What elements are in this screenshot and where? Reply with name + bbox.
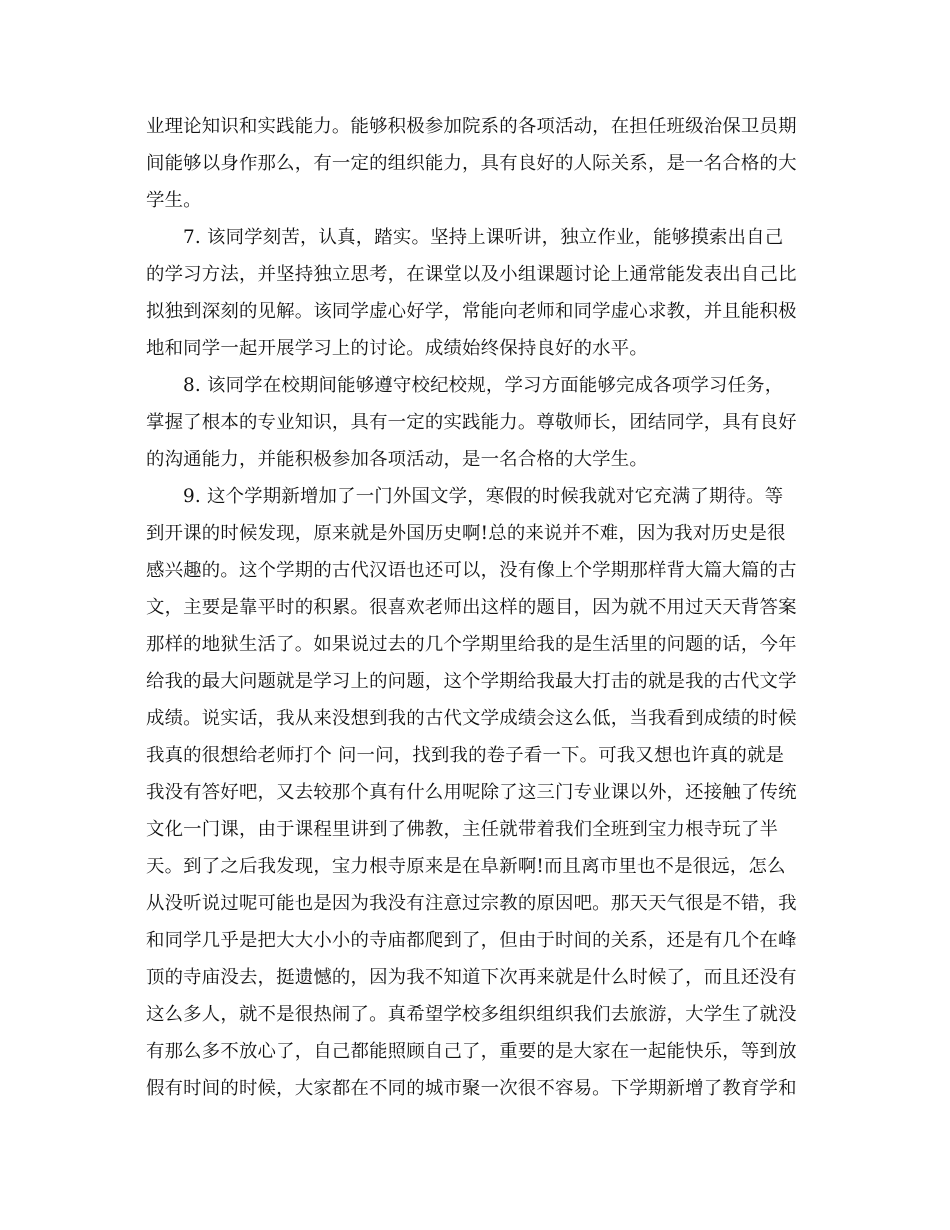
text-line: 地和同学一起开展学习上的讨论。成绩始终保持良好的水平。 bbox=[146, 338, 648, 359]
text-line: 我真的很想给老师打个 问一问，找到我的卷子看一下。可我又想也许真的就是 bbox=[146, 745, 785, 766]
text-line: 掌握了根本的专业知识，具有一定的实践能力。尊敬师长，团结同学，具有良好 bbox=[146, 412, 797, 433]
text-line: 顶的寺庙没去，挺遗憾的，因为我不知道下次再来就是什么时候了，而且还没有 bbox=[146, 967, 797, 988]
text-line: 那样的地狱生活了。如果说过去的几个学期里给我的是生活里的问题的话，今年 bbox=[146, 634, 797, 655]
text-line: 文化一门课，由于课程里讲到了佛教，主任就带着我们全班到宝力根寺玩了半 bbox=[146, 819, 779, 840]
text-line: 我没有答好吧，又去较那个真有什么用呢除了这三门专业课以外，还接触了传统 bbox=[146, 782, 797, 803]
text-line: 假有时间的时候，大家都在不同的城市聚一次很不容易。下学期新增了教育学和 bbox=[146, 1078, 797, 1099]
text-line: 这么多人，就不是很热闹了。真希望学校多组织组织我们去旅游，大学生了就没 bbox=[146, 1004, 797, 1025]
text-line: 拟独到深刻的见解。该同学虚心好学，常能向老师和同学虚心求教，并且能积极 bbox=[146, 301, 797, 322]
text-line: 的学习方法，并坚持独立思考，在课堂以及小组课题讨论上通常能发表出自己比 bbox=[146, 264, 797, 285]
paragraph-7 bbox=[146, 219, 806, 367]
document-page bbox=[146, 108, 806, 1107]
paragraph-9 bbox=[146, 478, 806, 1107]
text-line: 感兴趣的。这个学期的古代汉语也还可以，没有像上个学期那样背大篇大篇的古 bbox=[146, 560, 797, 581]
text-line: 和同学几乎是把大大小小的寺庙都爬到了，但由于时间的关系，还是有几个在峰 bbox=[146, 930, 797, 951]
text-line: 的沟通能力，并能积极参加各项活动，是一名合格的大学生。 bbox=[146, 449, 648, 470]
text-line-first: 9. 这个学期新增加了一门外国文学，寒假的时候我就对它充满了期待。等 bbox=[183, 486, 784, 507]
text-line: 从没听说过呢可能也是因为我没有注意过宗教的原因吧。那天天气很是不错，我 bbox=[146, 893, 797, 914]
text-line: 天。到了之后我发现，宝力根寺原来是在阜新啊!而且离市里也不是很远，怎么 bbox=[146, 856, 786, 877]
text-line-first: 8. 该同学在校期间能够遵守校纪校规，学习方面能够完成各项学习任务， bbox=[183, 375, 784, 396]
text-line: 间能够以身作那么，有一定的组织能力，具有良好的人际关系，是一名合格的大 bbox=[146, 153, 797, 174]
text-line: 有那么多不放心了，自己都能照顾自己了，重要的是大家在一起能快乐，等到放 bbox=[146, 1041, 797, 1062]
text-line: 文，主要是靠平时的积累。很喜欢老师出这样的题目，因为就不用过天天背答案 bbox=[146, 597, 797, 618]
text-line-first: 7. 该同学刻苦，认真，踏实。坚持上课听讲，独立作业，能够摸索出自己 bbox=[183, 227, 784, 248]
text-line: 业理论知识和实践能力。能够积极参加院系的各项活动，在担任班级治保卫员期 bbox=[146, 116, 797, 137]
text-line: 成绩。说实话，我从来没想到我的古代文学成绩会这么低，当我看到成绩的时候 bbox=[146, 708, 797, 729]
text-line: 给我的最大问题就是学习上的问题，这个学期给我最大打击的就是我的古代文学 bbox=[146, 671, 797, 692]
text-line: 学生。 bbox=[146, 190, 202, 211]
paragraph-6-continuation bbox=[146, 108, 806, 219]
text-line: 到开课的时候发现，原来就是外国历史啊!总的来说并不难，因为我对历史是很 bbox=[146, 523, 786, 544]
paragraph-8 bbox=[146, 367, 806, 478]
